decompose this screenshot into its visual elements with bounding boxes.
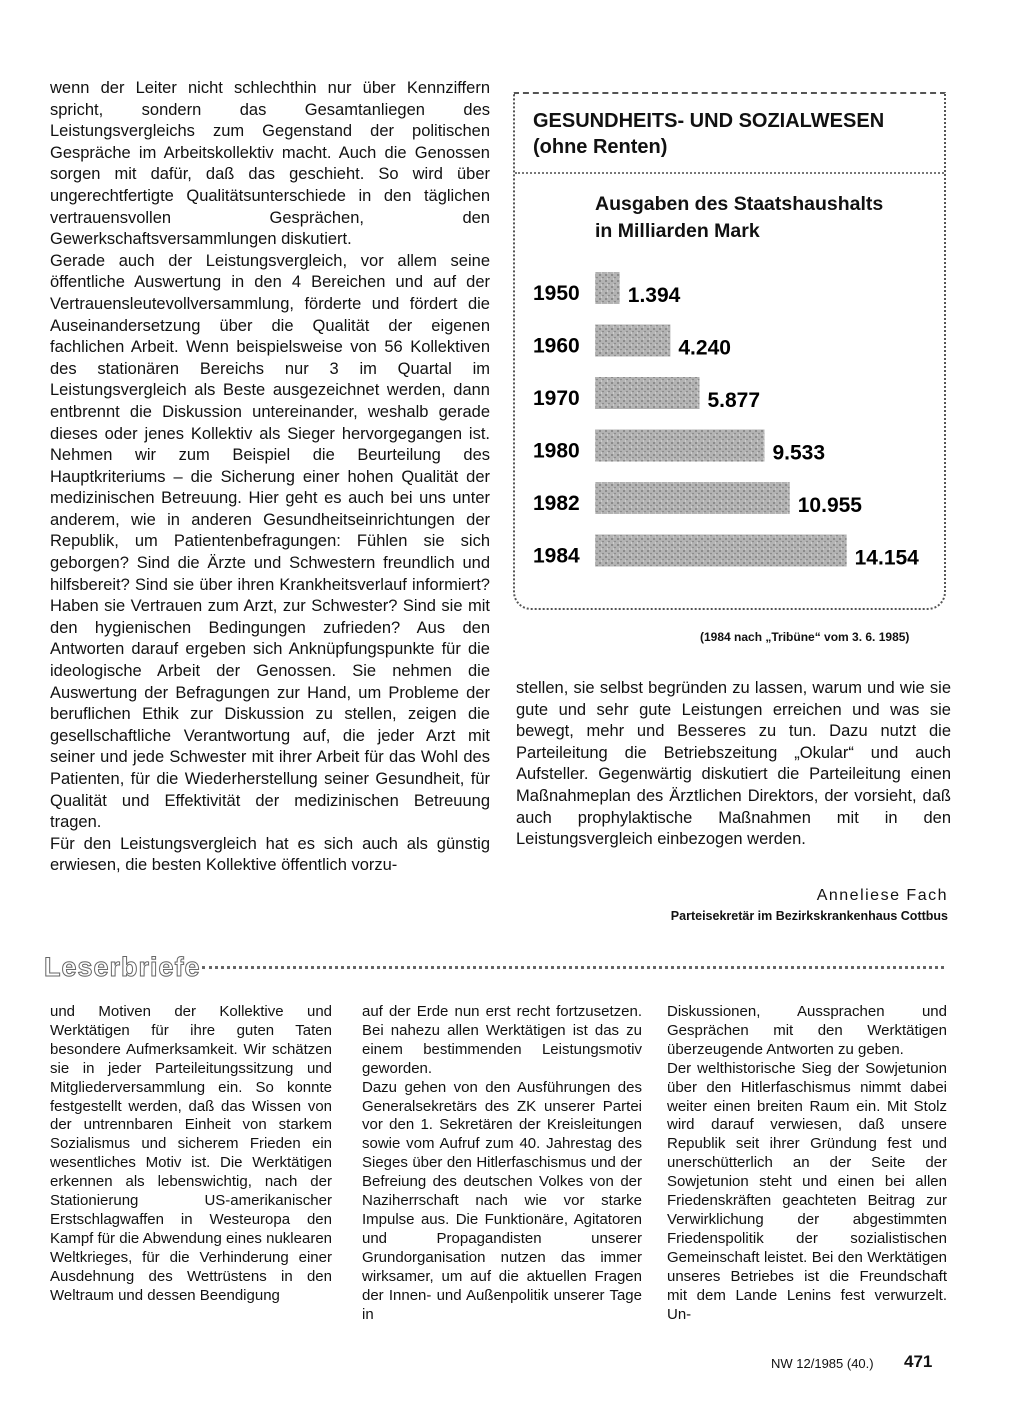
category-label: 1982 xyxy=(533,492,580,515)
value-label: 4.240 xyxy=(678,336,731,360)
issue-reference: NW 12/1985 (40.) xyxy=(771,1356,874,1371)
paragraph: Dazu gehen von den Ausführungen des Generalsekretärs des ZK unserer Partei vor den 1. Sekretären der Kreisleitungen sowie vom Aufruf zum 40. Jahrestag des Sieges über den Hitlerfaschismus und der Befreiung des deutschen Volkes von der Naziherrschaft nach wie vor starke Impulse aus. Die Funktionäre, Agitatoren und Propagandisten unserer Grundorganisation nutzen das immer wirksamer, um auf die aktuellen Fragen der Innen- und Außenpolitik unserer Tage in xyxy=(362,1078,642,1323)
category-label: 1970 xyxy=(533,387,580,410)
paragraph: wenn der Leiter nicht schlechthin nur über Kennziffern spricht, sondern das Gesamtanliegen des Leistungsvergleichs zum Gegenstand der politischen Gespräche im Arbeitskollektiv macht. Auch die Genossen sorgen mit dafür, daß das geschieht. So wird über ungerechtfertigte Qualitätsunterschiede in den täglichen vertrauensvollen Gesprächen, den Gewerkschaftsversammlungen diskutiert. xyxy=(50,79,490,249)
chart-heading-line-2: (ohne Renten) xyxy=(533,136,668,158)
paragraph: Der welthistorische Sieg der Sowjetunion über den Hitlerfaschismus nimmt dabei weiter einen breiten Raum ein. Mit Stolz wird darauf verwiesen, daß unsere Republik seit ihrer Gründung fest und unerschütterlich an der Seite der Sowjetunion steht und einen bei allen Friedenskräften geachteten Beitrag zur Verwirklichung der abgestimmten Friedenspolitik der sozialistischen Gemeinschaft leistet. Bei den Werktätigen unseres Betriebes ist die Freundschaft mit dem Lande Lenins fest verwurzelt. Un- xyxy=(667,1059,947,1323)
letters-column-1 xyxy=(50,1003,332,1306)
section-rule xyxy=(202,966,944,969)
author-signature xyxy=(671,887,948,923)
article-column-top-right xyxy=(516,678,951,851)
letters-column-2 xyxy=(362,1003,642,1324)
bar xyxy=(595,272,620,304)
bar xyxy=(595,325,670,357)
value-label: 5.877 xyxy=(707,389,761,412)
chart-heading-line-1: GESUNDHEITS- UND SOZIALWESEN xyxy=(533,110,885,132)
paragraph: stellen, sie selbst begründen zu lassen, warum und wie sie gute und sehr gute Leistungen erreichen und was sie bewegt, mehr und Besseres zu tun. Dazu nutzt die Parteileitung die Betriebszeitung „Okular“ und auch Aufsteller. Gegenwärtig diskutiert die Parteileitung einen Maßnahmeplan des Ärztlichen Direktors, der vorsieht, daß auch prophylaktische Maßnahmen mit in den Leistungsvergleich einbezogen werden. xyxy=(516,679,951,849)
category-label: 1980 xyxy=(533,439,580,463)
category-label: 1950 xyxy=(533,282,580,305)
page-number: 471 xyxy=(904,1352,933,1371)
paragraph: und Motiven der Kollektive und Werktätigen für ihre guten Taten besondere Aufmerksamkeit. Wir schätzen sie in jeder Parteileitungssitzung und Mitgliederversammlung ein. So konnte festgestellt werden, daß das Wissen von der untrennbaren Einheit von starkem Sozialismus und sicherem Frieden ein wesentliches Motiv ist. Die Werktätigen erkennen als lebenswichtig, nach der Stationierung US-amerikanischer Erstschlagwaffen in Westeuropa den Kampf für die Abwendung eines nuklearen Weltkrieges, für die Verhinderung einer Ausdehnung des Wettrüstens in den Weltraum und dessen Beendigung xyxy=(50,1003,332,1304)
bar xyxy=(595,377,699,409)
chart-box xyxy=(513,92,946,610)
author-role: Parteisekretär im Bezirkskrankenhaus Cottbus xyxy=(670,909,948,923)
bar xyxy=(595,482,790,514)
chart-title-line-1: Ausgaben des Staatshaushalts xyxy=(595,193,884,215)
paragraph: auf der Erde nun erst recht fortzusetzen. Bei nahezu allen Werktätigen ist das zu einem bestimmenden Leistungsmotiv geworden. xyxy=(362,1003,642,1077)
value-label: 9.533 xyxy=(772,441,826,465)
letters-column-3 xyxy=(667,1003,947,1324)
category-label: 1960 xyxy=(533,334,580,358)
category-label: 1984 xyxy=(533,544,580,568)
chart-title-line-2: in Milliarden Mark xyxy=(595,220,760,242)
bar xyxy=(595,430,764,462)
value-label: 14.154 xyxy=(854,546,919,570)
chart-source-note: (1984 nach „Tribüne“ vom 3. 6. 1985) xyxy=(700,630,910,644)
bar-chart xyxy=(515,94,944,608)
bar xyxy=(595,535,847,567)
article-column-top-left xyxy=(50,78,490,877)
section-title: Leserbriefe xyxy=(44,952,201,982)
paragraph: Diskussionen, Aussprachen und Gesprächen mit den Werktätigen überzeugende Antworten zu geben. xyxy=(667,1003,947,1058)
value-label: 10.955 xyxy=(797,494,862,517)
paragraph: Für den Leistungsvergleich hat es sich auch als günstig erwiesen, die besten Kollektive öffentlich vorzu- xyxy=(50,834,490,875)
value-label: 1.394 xyxy=(627,284,681,307)
paragraph: Gerade auch der Leistungsvergleich, vor allem seine öffentliche Auswertung in den 4 Bereichen und auf der Vertrauensleutevollversammlung, förderte und fördert die Auseinandersetzung über die Qualität der eigenen fachlichen Arbeit. Wenn beispielsweise von 56 Kollektiven des stationären Bereichs nur 3 im Quartal im Leistungsvergleich als Beste ausgezeichnet werden, dann entbrennt die Diskussion untereinander, weshalb gerade dieses oder jenes Kollektiv als Sieger hervorgegangen ist. Nehmen wir zum Beispiel die Beurteilung des Hauptkriteriums – die Sicherung einer hohen Qualität der medizinischen Betreuung. Hier geht es auch bei uns unter anderem, wie in anderen Gesundheitseinrichtungen der Republik, um Patientenbefragungen: Fühlen sie sich geborgen? Sind die Ärzte und Schwestern freundlich und hilfsbereit? Sind sie über ihren Krankheitsverlauf informiert? Haben sie Vertrauen zum Arzt, zur Schwester? Sind sie mit den hygienischen Bedingungen zufrieden? Aus den Antworten darauf ergeben sich Anknüpfungspunkte für die ideologische Arbeit der Genossen. Sie nehmen die Auswertung der Befragungen zur Hand, um Probleme der beruflichen Ethik zur Diskussion zu stellen, zeigen die gesellschaftliche Verantwortung auf, die jeder Arzt mit seiner und jede Schwester mit ihrer Arbeit für das Wohl des Patienten, für die Wiederherstellung seiner Gesundheit, für Qualität und Effektivität der medizinischen Betreuung tragen. xyxy=(50,251,490,832)
section-header xyxy=(44,952,944,984)
author-name: Anneliese Fach xyxy=(816,887,948,904)
